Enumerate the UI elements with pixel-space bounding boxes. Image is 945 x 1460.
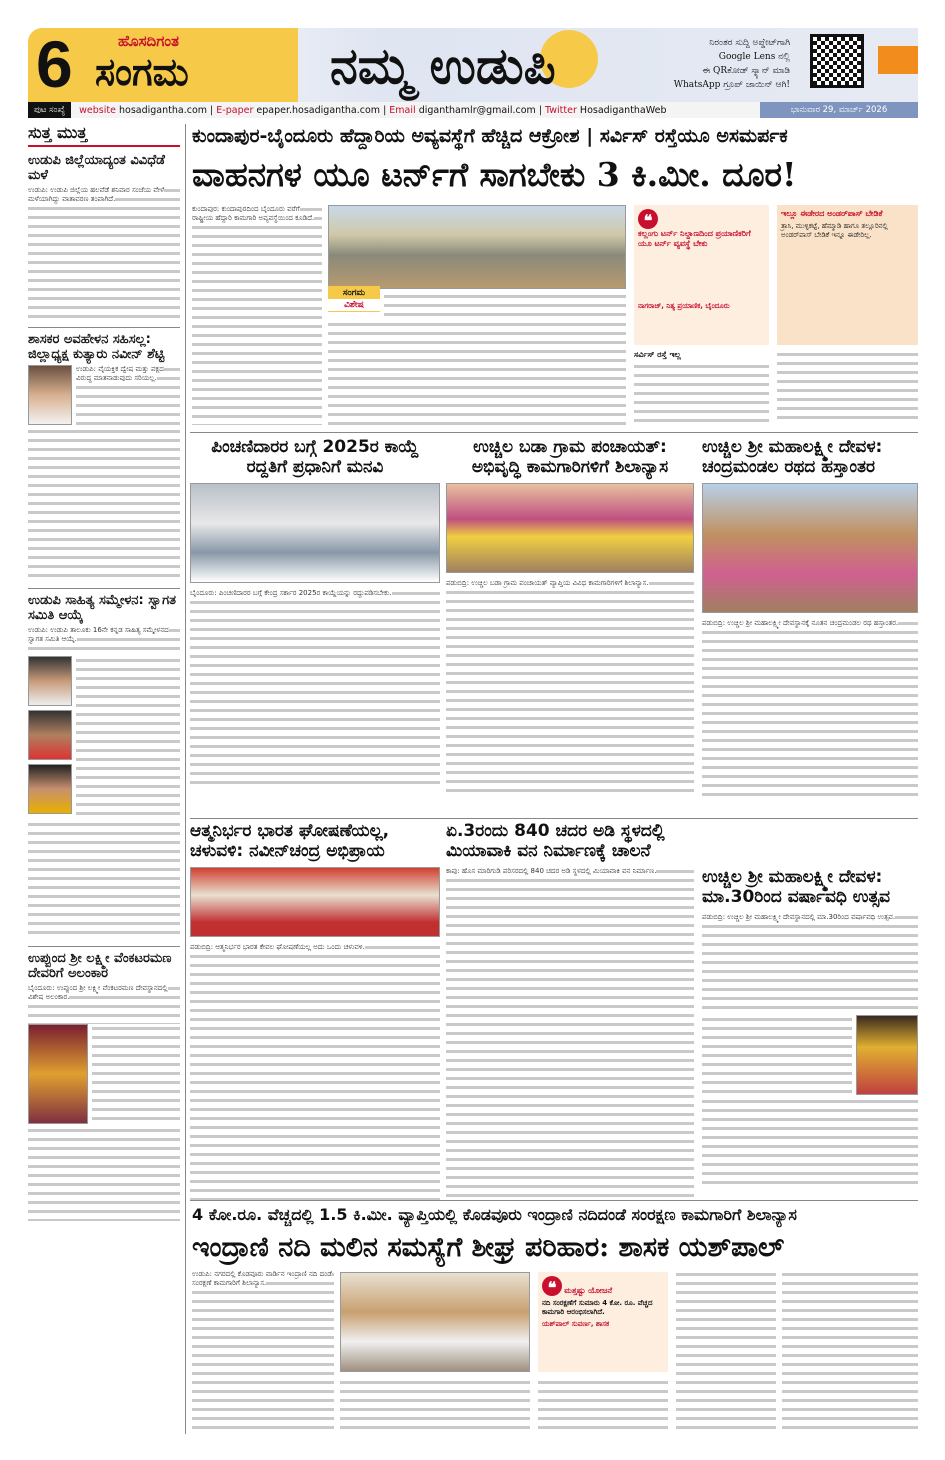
deity-photo bbox=[28, 1024, 88, 1124]
story-miyawaki bbox=[446, 822, 694, 1197]
side-story bbox=[634, 350, 769, 426]
story-body: ಬೈಂದೂರು: ಉಪ್ಪುಂದ ಶ್ರೀ ಲಕ್ಷ್ಮೀ ವೆಂಕಟರಮಣ ದೇವಸ್ಥಾನದಲ್ಲಿ ವಿಶೇಷ ಅಲಂಕಾರ. bbox=[28, 984, 168, 1002]
quote-icon: ❝ bbox=[542, 1276, 562, 1296]
bottom-headline: ಇಂದ್ರಾಣಿ ನದಿ ಮಲಿನ ಸಮಸ್ಯೆಗೆ ಶೀಘ್ರ ಪರಿಹಾರ: ಶಾಸಕ ಯಶ್‌ಪಾಲ್ bbox=[192, 1232, 785, 1263]
divider bbox=[190, 818, 918, 819]
qr-line: ನಿರಂತರ ಸುದ್ದಿ ಅಪ್ಡೇಟ್‌ಗಾಗಿ bbox=[709, 38, 790, 48]
portrait-photo bbox=[28, 710, 72, 760]
story-headline: ಉಚ್ಚಿಲ ಶ್ರೀ ಮಹಾಲಕ್ಷ್ಮೀ ದೇವಳ: ಚಂದ್ರಮಂಡಲ ರಥದ ಹಸ್ತಾಂತರ bbox=[702, 437, 883, 477]
portrait-photo bbox=[28, 656, 72, 706]
story-body: ಪಡುಬಿದ್ರಿ: ಆತ್ಮನಿರ್ಭರ ಭಾರತ ಕೇವಲ ಘೋಷಣೆಯಲ್ಲ ಅದು ಒಂದು ಚಳುವಳಿ. bbox=[190, 943, 365, 952]
qr-line: Google Lens ನಲ್ಲಿ bbox=[718, 52, 790, 62]
info-strip: ಪುಟ ಸಂಖ್ಯೆ website hosadigantha.com | E-paper epaper.hosadigantha.com | Email diganthamlr@gmail.com | Twitter HosadiganthaWeb ಭಾನುವಾರ 29, ಮಾರ್ಚ್ 2026 bbox=[28, 102, 918, 118]
quote-icon: ❝ bbox=[638, 209, 658, 229]
story-body: ಕುಂದಾಪುರ: ಕುಂದಾಪುರದಿಂದ ಬೈಂದೂರು ವರೆಗೆ ರಾಷ್ಟ್ರೀಯ ಹೆದ್ದಾರಿ ಕಾಮಗಾರಿ ಅವ್ಯವಸ್ಥೆಯಿಂದ ಕೂಡಿದೆ. bbox=[192, 205, 315, 222]
story-photo bbox=[340, 1272, 530, 1372]
portrait-photo bbox=[28, 764, 72, 814]
story-body: ಪಡುಬಿದ್ರಿ: ಉಚ್ಚಿಲ ಬಡಾ ಗ್ರಾಮ ಪಂಚಾಯತ್ ವ್ಯಾಪ್ತಿಯ ವಿವಿಧ ಕಾಮಗಾರಿಗಳಿಗೆ ಶಿಲಾನ್ಯಾಸ. bbox=[446, 579, 649, 588]
epaper-link[interactable]: epaper.hosadigantha.com bbox=[256, 104, 381, 116]
story-body: ಪಡುಬಿದ್ರಿ: ಉಚ್ಚಿಲ ಶ್ರೀ ಮಹಾಲಕ್ಷ್ಮೀ ದೇವಸ್ಥಾನದಲ್ಲಿ ಮಾ.30ರಿಂದ ವರ್ಷಾವಧಿ ಉತ್ಸವ. bbox=[702, 913, 896, 922]
divider bbox=[190, 1200, 918, 1201]
story-body: ಉಡುಪಿ: ವೈಯಕ್ತಿಕ ದ್ವೇಷ ಮತ್ತು ಪಕ್ಷದ ವಿರುದ್ಧ ಮಾತನಾಡುವುದು ಸರಿಯಲ್ಲ. bbox=[76, 365, 164, 383]
portrait-photo bbox=[28, 365, 72, 425]
qr-code[interactable] bbox=[810, 34, 864, 88]
box-heading: ಇಲ್ಲೂ ಈಡೇರದ ಅಂಡರ್‌ಪಾಸ್ ಬೇಡಿಕೆ bbox=[781, 209, 883, 218]
twitter-label: Twitter bbox=[545, 104, 577, 116]
story-body: ಉಡುಪಿ: ನಗರದಲ್ಲಿ ಕೊಡವೂರು ವಾರ್ಡಿನ ಇಂದ್ರಾಣಿ ನದಿ ದಂಡೆ ಸಂರಕ್ಷಣೆ ಕಾಮಗಾರಿಗೆ ಶಿಲಾನ್ಯಾಸ. bbox=[192, 1270, 332, 1287]
box-body: ತ್ರಾಸಿ, ಮುಳ್ಳಿಕಟ್ಟೆ, ಹೆಮ್ಮಾಡಿ ಹಾಗೂ ತಲ್ಲೂರಿನಲ್ಲಿ ಅಂಡರ್‌ಪಾಸ್ ಬೇಡಿಕೆ ಇನ್ನೂ ಈಡೇರಿಲ್ಲ. bbox=[781, 222, 888, 239]
story-chariot bbox=[702, 438, 918, 799]
story-headline: ಪಿಂಚಣಿದಾರರ ಬಗ್ಗೆ 2025ರ ಕಾಯ್ದೆ ರದ್ದತಿಗೆ ಪ್ರಧಾನಿಗೆ ಮನವಿ bbox=[211, 437, 419, 477]
email-link[interactable]: diganthamlr@gmail.com bbox=[418, 104, 536, 116]
quote-box bbox=[634, 205, 769, 345]
suttamutta-logo: ಸುತ್ತ ಮುತ್ತ bbox=[28, 124, 180, 147]
quote-author: ಯಶ್‌ಪಾಲ್ ಸುವರ್ಣ, ಶಾಸಕ bbox=[542, 1320, 610, 1328]
badge-sublabel: ವಿಶೇಷ bbox=[328, 299, 380, 311]
email-label: Email bbox=[389, 104, 416, 116]
story-headline: ಉಚ್ಚಿಲ ಬಡಾ ಗ್ರಾಮ ಪಂಚಾಯತ್: ಅಭಿವೃದ್ಧಿ ಕಾಮಗಾರಿಗಳಿಗೆ ಶಿಲಾನ್ಯಾಸ bbox=[471, 437, 669, 477]
qr-line: ಈ QRಕೋಡ್ ಸ್ಕ್ಯಾನ್ ಮಾಡಿ bbox=[702, 66, 790, 76]
story-body: ಪಡುಬಿದ್ರಿ: ಉಚ್ಚಿಲ ಶ್ರೀ ಮಹಾಲಕ್ಷ್ಮೀ ದೇವಸ್ಥಾನಕ್ಕೆ ನೂತನ ಚಂದ್ರಮಂಡಲ ರಥ ಹಸ್ತಾಂತರ. bbox=[702, 619, 899, 628]
qr-instructions bbox=[640, 36, 790, 92]
issue-date: ಭಾನುವಾರ 29, ಮಾರ್ಚ್ 2026 bbox=[760, 102, 918, 118]
twitter-link[interactable]: HosadiganthaWeb bbox=[579, 104, 667, 116]
story-utsava bbox=[702, 868, 918, 1187]
page-label: ಪುಟ ಸಂಖ್ಯೆ bbox=[28, 102, 71, 118]
story-atmanirbhar bbox=[190, 822, 440, 1201]
story-headline: ಶಾಸಕರ ಅವಹೇಳನ ಸಹಿಸಲ್ಲ: ಜಿಲ್ಲಾಧ್ಯಕ್ಷ ಕುತ್ಯಾರು ನವೀನ್ ಶೆಟ್ಟಿ bbox=[28, 327, 180, 362]
story-body: ಕಾಪು: ಹೊಸ ಮಾರಿಗುಡಿ ಪರಿಸರದಲ್ಲಿ 840 ಚದರ ಅಡಿ ಸ್ಥಳದಲ್ಲಿ ಮಿಯಾವಾಕಿ ವನ ನಿರ್ಮಾಣ. bbox=[446, 867, 657, 876]
website-label: website bbox=[79, 104, 116, 116]
story-headline: ಉಡುಪಿ ಸಾಹಿತ್ಯ ಸಮ್ಮೇಳನ: ಸ್ವಾಗತ ಸಮಿತಿ ಆಯ್ಕೆ bbox=[28, 588, 180, 623]
story-photo bbox=[190, 483, 440, 583]
story-headline: ಉಡುಪಿ ಜಿಲ್ಲೆಯಾದ್ಯಂತ ವಿವಿಧೆಡೆ ಮಳೆ bbox=[28, 153, 165, 184]
story-headline: ಆತ್ಮನಿರ್ಭರ ಭಾರತ ಘೋಷಣೆಯಲ್ಲ, ಚಳುವಳಿ: ನವೀನ್‌ಚಂದ್ರ ಅಭಿಪ್ರಾಯ bbox=[190, 821, 390, 861]
chariot-photo bbox=[702, 483, 918, 613]
publisher-logo: ಹೊಸದಿಗಂತ bbox=[118, 32, 179, 50]
column-divider bbox=[185, 124, 186, 1434]
bottom-kicker: 4 ಕೋ.ರೂ. ವೆಚ್ಚದಲ್ಲಿ 1.5 ಕಿ.ಮೀ. ವ್ಯಾಪ್ತಿಯಲ್ಲಿ ಕೊಡವೂರು ಇಂದ್ರಾಣಿ ನದಿದಂಡೆ ಸಂರಕ್ಷಣ ಕಾಮಗಾರಿಗೆ ಶಿಲಾನ್ಯಾಸ bbox=[192, 1205, 797, 1224]
quote-text: ಕಲ್ಲಂಗು ಟರ್ನ್ ನಿಲ್ದಾಣದಿಂದ ಪ್ರಯಾಣಿಕರಿಗೆ ಯೂ ಟರ್ನ್ ವ್ಯವಸ್ಥೆ ಬೇಕು bbox=[638, 229, 751, 248]
left-column bbox=[28, 124, 180, 1434]
quote-heading: ಮತ್ತಷ್ಟು ಯೋಜನೆ bbox=[564, 1286, 613, 1295]
story-photo bbox=[446, 483, 694, 573]
divider bbox=[190, 432, 918, 433]
story-body: ಉಡುಪಿ: ಉಡುಪಿ ತಾಲೂಕು 16ನೇ ಕನ್ನಡ ಸಾಹಿತ್ಯ ಸಮ್ಮೇಳನದ ಸ್ವಾಗತ ಸಮಿತಿ ಆಯ್ಕೆ. bbox=[28, 626, 169, 644]
quote-text: ನದಿ ಸಂರಕ್ಷಣೆಗೆ ಸುಮಾರು 4 ಕೋ. ರೂ. ವೆಚ್ಚದ ಕಾಮಗಾರಿ ಆರಂಭಿಸಲಾಗಿದೆ. bbox=[542, 1299, 653, 1316]
page-number: 6 bbox=[36, 27, 73, 101]
sangama-badge bbox=[328, 286, 380, 312]
story-photo bbox=[190, 867, 440, 937]
top-headline: ವಾಹನಗಳ ಯೂ ಟರ್ನ್‌ಗೆ ಸಾಗಬೇಕು 3 ಕಿ.ಮೀ. ದೂರ! bbox=[192, 155, 797, 194]
quote-author: ನಾಗರಾಜ್, ನಿತ್ಯ ಪ್ರಯಾಣಿಕ, ಬೈಂದೂರು bbox=[638, 302, 730, 310]
story-headline: ಏ.3ರಂದು 840 ಚದರ ಅಡಿ ಸ್ಥಳದಲ್ಲಿ ಮಿಯಾವಾಕಿ ವನ ನಿರ್ಮಾಣಕ್ಕೆ ಚಾಲನೆ bbox=[446, 821, 665, 861]
underpass-box bbox=[777, 205, 918, 345]
top-kicker: ಕುಂದಾಪುರ-ಬೈಂದೂರು ಹೆದ್ದಾರಿಯ ಅವ್ಯವಸ್ಥೆಗೆ ಹೆಚ್ಚಿದ ಆಕ್ರೋಶ | ಸರ್ವಿಸ್ ರಸ್ತೆಯೂ ಅಸಮರ್ಪಕ bbox=[192, 125, 788, 147]
badge-label: ಸಂಗಮ bbox=[342, 288, 366, 298]
story-body: ಉಡುಪಿ: ಉಡುಪಿ ಜಿಲ್ಲೆಯ ಹಲವೆಡೆ ಶನಿವಾರ ಸಂಜೆಯ ವೇಳೆ ಮಳೆಯಾಗಿದ್ದು ವಾತಾವರಣ ತಂಪಾಗಿದೆ. bbox=[28, 186, 165, 204]
story-pension bbox=[190, 438, 440, 789]
orange-tab bbox=[878, 46, 918, 74]
story-headline: ಉಚ್ಚಿಲ ಶ್ರೀ ಮಹಾಲಕ್ಷ್ಮೀ ದೇವಳ: ಮಾ.30ರಿಂದ ವರ್ಷಾವಧಿ ಉತ್ಸವ bbox=[702, 867, 891, 907]
story-uchila-panchayat bbox=[446, 438, 694, 795]
side-heading: ಸರ್ವಿಸ್ ರಸ್ತೆ ಇಲ್ಲ bbox=[634, 350, 681, 359]
quote-box bbox=[538, 1272, 668, 1372]
epaper-label: E-paper bbox=[216, 104, 254, 116]
highway-photo bbox=[328, 205, 626, 289]
section-name: ಸಂಗಮ bbox=[95, 50, 189, 94]
page-title: ನಮ್ಮ ಉಡುಪಿ bbox=[330, 36, 556, 95]
website-link[interactable]: hosadigantha.com bbox=[119, 104, 208, 116]
deity-photo bbox=[856, 1015, 918, 1095]
story-headline: ಉಪ್ಪುಂದ ಶ್ರೀ ಲಕ್ಷ್ಮೀ ವೆಂಕಟರಮಣ ದೇವರಿಗೆ ಅಲಂಕಾರ bbox=[28, 946, 180, 981]
story-body: ಬೈಂದೂರು: ಪಿಂಚಣಿದಾರರ ಬಗ್ಗೆ ಕೇಂದ್ರ ಸರ್ಕಾರ 2025ರ ಕಾಯ್ದೆಯನ್ನು ರದ್ದುಪಡಿಸಬೇಕು. bbox=[190, 589, 392, 598]
qr-line: WhatsApp ಗ್ರೂಪ್ ಜಾಯಿನ್ ಆಗಿ! bbox=[673, 80, 790, 90]
